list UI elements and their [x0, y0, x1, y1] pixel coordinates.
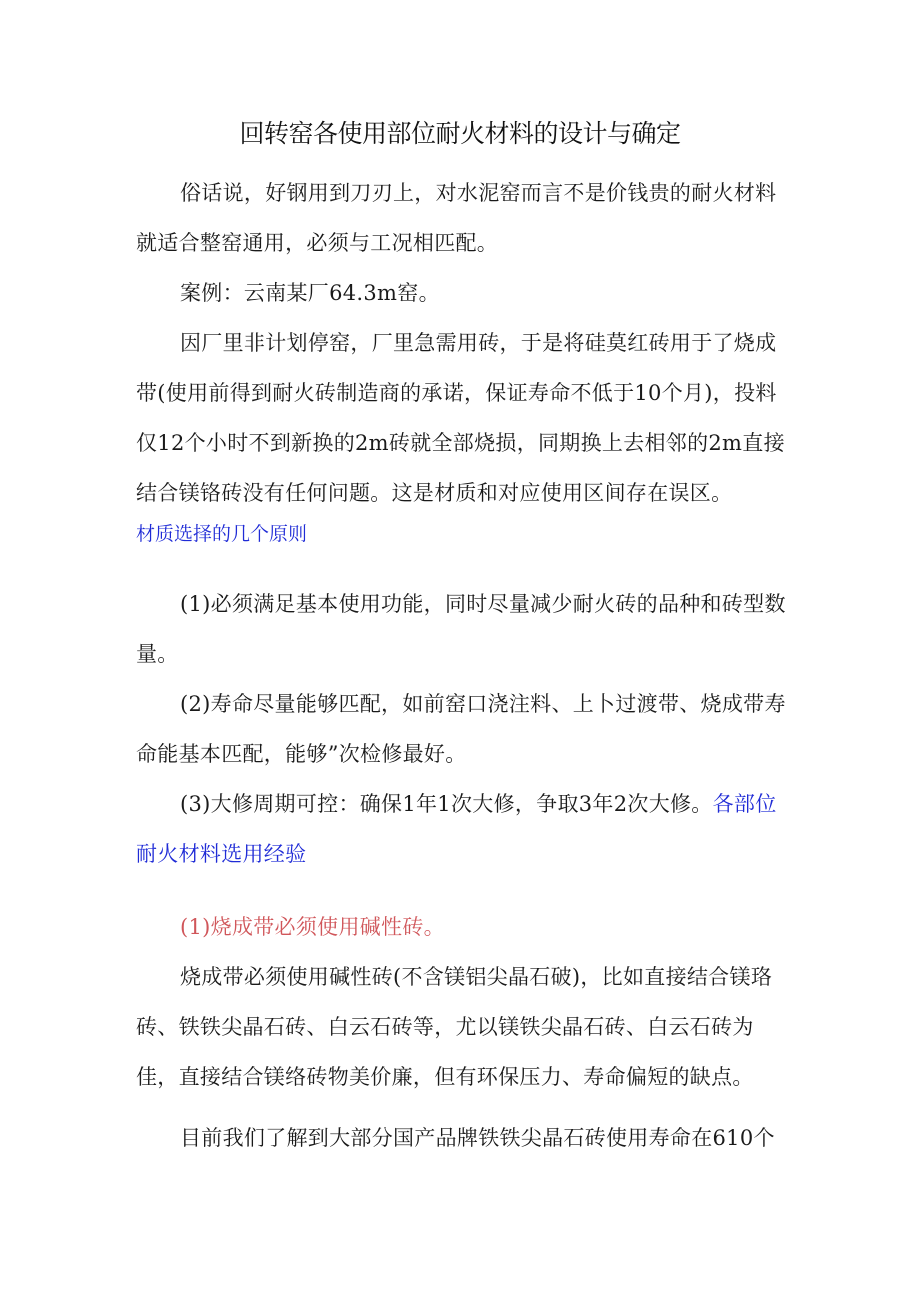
section-heading-material-principles: 材质选择的几个原则 — [136, 523, 308, 545]
section-heading-usage-experience: 各部位耐火材料选用经验 — [136, 792, 777, 866]
principle-1: (1)必须满足基本使用功能，同时尽量减少耐火砖的品种和砖型数量。 — [136, 592, 786, 666]
intro-paragraph: 俗话说，好钢用到刀刃上，对水泥窑而言不是价钱贵的耐火材料就适合整窑通用，必须与工况相匹配。 — [136, 181, 777, 255]
case-paragraph: 因厂里非计划停窑，厂里急需用砖，于是将硅莫红砖用于了烧成带(使用前得到耐火砖制造商的承诺，保证寿命不低于10个月)，投料仅12个小时不到新换的2m砖就全部烧损，同期换上去相邻的2m直接结合镁铬砖没有任何问题。这是材质和对应使用区间存在误区。 — [136, 331, 785, 505]
burning-zone-paragraph: 烧成带必须使用碱性砖(不含镁铝尖晶石破)，比如直接结合镁珞砖、铁铁尖晶石砖、白云石砖等，尤以镁铁尖晶石砖、白云石砖为佳，直接结合镁络砖物美价廉，但有环保压力、寿命偏短的缺点。 — [136, 965, 773, 1089]
case-label: 案例：云南某厂64.3m窑。 — [180, 281, 440, 305]
principle-2: (2)寿命尽量能够匹配，如前窑口浇注料、上卜过渡带、烧成带寿命能基本匹配，能够”次检修最好。 — [136, 692, 786, 766]
principle-3: (3)大修周期可控：确保1年1次大修，争取3年2次大修。 — [180, 792, 713, 816]
principle-3-paragraph — [136, 779, 791, 879]
document-title: 回转窑各使用部位耐火材料的设计与确定 — [239, 119, 681, 148]
last-paragraph: 目前我们了解到大部分国产品牌铁铁尖晶石砖使用寿命在610个 — [180, 1126, 775, 1150]
sub-heading-burning-zone: (1)烧成带必须使用碱性砖。 — [180, 915, 445, 939]
